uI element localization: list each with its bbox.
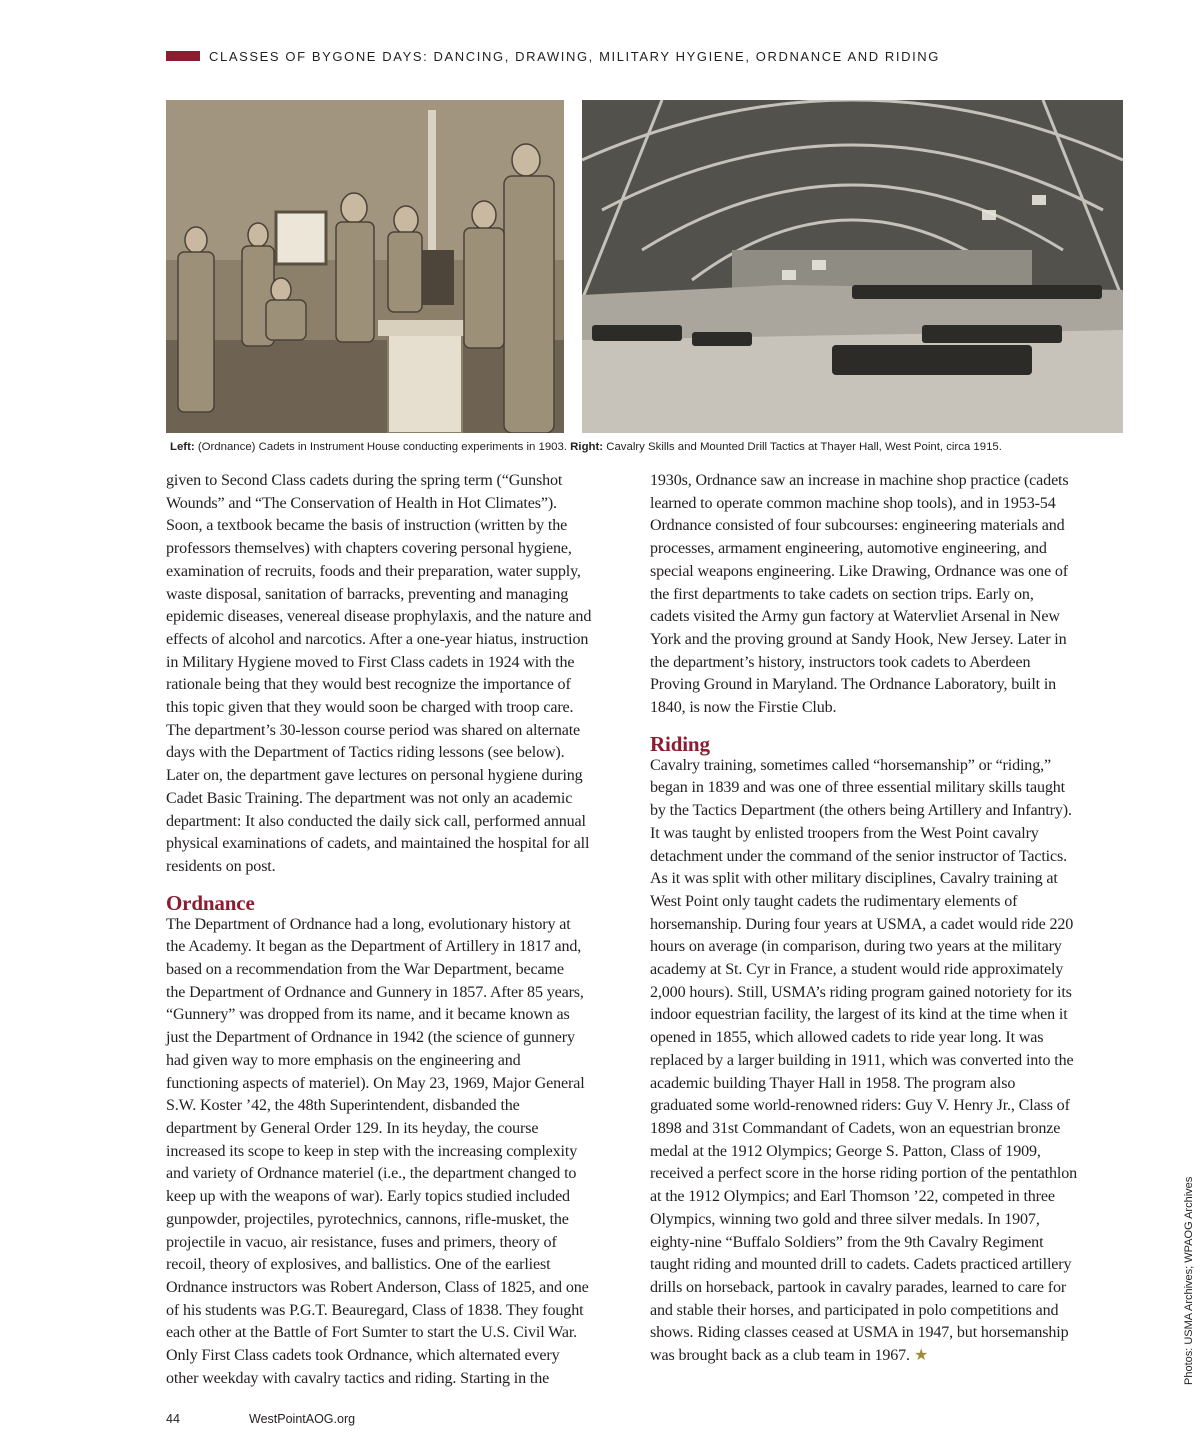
text-line: “Gunnery” was dropped from its name, and it became known as [166, 1006, 570, 1024]
text-line: academic building Thayer Hall in 1958. The program also [650, 1074, 1016, 1092]
text-line: 2,000 hours). Still, USMA’s riding program gained notoriety for its [650, 983, 1072, 1001]
text-line: waste disposal, sanitation of barracks, preventing and managing [166, 585, 569, 603]
text-line: received a perfect score in the horse riding portion of the pentathlon [650, 1165, 1077, 1183]
photo-riding-hall-illustration [582, 100, 1123, 433]
text-line: As it was split with other military disciplines, Cavalry training at [650, 870, 1058, 888]
ordnance-continued-paragraph [650, 470, 1122, 720]
text-line: Ordnance instructors was Robert Anderson, Class of 1825, and one [166, 1278, 589, 1296]
riding-paragraph [650, 755, 1122, 1368]
text-line: West Point only taught cadets the rudimentary elements of [650, 892, 1018, 910]
text-line: graduated some world-renowned riders: Guy V. Henry Jr., Class of [650, 1097, 1070, 1115]
text-line: rationale being that they would best recognize the importance of [166, 676, 571, 694]
header-title: CLASSES OF BYGONE DAYS: DANCING, DRAWING, MILITARY HYGIENE, ORDNANCE AND RIDING [209, 48, 941, 64]
photo-riding-hall [582, 100, 1123, 433]
text-line: indoor equestrian facility, the largest of its kind at the time when it [650, 1006, 1068, 1024]
text-line-final-text: was brought back as a club team in 1967. [650, 1347, 910, 1365]
header-accent-bar [166, 51, 200, 61]
text-line: horsemanship. During four years at USMA, a cadet would ride 220 [650, 915, 1074, 933]
text-line: effects of alcohol and narcotics. After a one-year hiatus, instruction [166, 630, 589, 648]
text-line: physical examinations of cadets, and maintained the hospital for all [166, 835, 590, 853]
left-column [166, 470, 636, 1390]
text-line: residents on post. [166, 857, 276, 875]
text-line: drills on horseback, partook in cavalry parades, learned to care for [650, 1278, 1067, 1296]
text-line: began in 1839 and was one of three essential military skills taught [650, 779, 1065, 797]
caption-left-text: (Ordnance) Cadets in Instrument House conducting experiments in 1903. [197, 441, 567, 453]
photo-caption [170, 441, 1170, 453]
text-line: based on a recommendation from the War Department, became [166, 961, 564, 979]
hygiene-paragraph [166, 470, 636, 879]
text-line: Olympics, winning two gold and three silver medals. In 1907, [650, 1210, 1040, 1228]
text-line: and variety of Ordnance materiel (i.e., the department changed to [166, 1165, 577, 1183]
text-line: cadets visited the Army gun factory at Watervliet Arsenal in New [650, 608, 1060, 626]
text-line: epidemic diseases, venereal disease prophylaxis, and the nature and [166, 608, 592, 626]
text-line: The department’s 30-lesson course period was shared on alternate [166, 721, 581, 739]
text-line: the Department of Ordnance and Gunnery in 1857. After 85 years, [166, 983, 584, 1001]
text-line: processes, armament engineering, automotive engineering, and [650, 540, 1047, 558]
text-line: this topic given that they would soon be charged with troop care. [166, 699, 574, 717]
text-line: had given way to more emphasis on the engineering and [166, 1051, 521, 1069]
text-line: It was taught by enlisted troopers from the West Point cavalry [650, 824, 1039, 842]
text-line: detachment under the command of the senior instructor of Tactics. [650, 847, 1067, 865]
text-line: other weekday with cavalry tactics and riding. Starting in the [166, 1369, 550, 1387]
ordnance-heading: Ordnance [166, 890, 255, 915]
text-line: Soon, a textbook became the basis of instruction (written by the [166, 517, 568, 535]
text-line: hours on average (in comparison, during two years at the military [650, 938, 1062, 956]
text-line: department by General Order 129. In its heyday, the course [166, 1119, 539, 1137]
text-line: York and the proving ground at Sandy Hook, New Jersey. Later in [650, 630, 1067, 648]
running-header [166, 47, 940, 65]
text-line: given to Second Class cadets during the spring term (“Gunshot [166, 472, 563, 489]
caption-right-text: Cavalry Skills and Mounted Drill Tactics at Thayer Hall, West Point, circa 1915. [606, 441, 1002, 453]
text-line: 1840, is now the Firstie Club. [650, 699, 837, 717]
text-line: keep up with the weapons of war). Early topics studied included [166, 1188, 570, 1206]
page-number: 44 [166, 1412, 180, 1426]
text-line: of his students was P.G.T. Beauregard, Class of 1838. They fought [166, 1301, 584, 1319]
right-column [650, 470, 1122, 1368]
text-line: S.W. Koster ’42, the 48th Superintendent, disbanded the [166, 1097, 520, 1115]
text-line: just the Department of Ordnance in 1942 (the science of gunnery [166, 1029, 575, 1047]
riding-heading: Riding [650, 731, 710, 756]
text-line: academy at St. Cyr in France, a student would ride approximately [650, 961, 1064, 979]
text-line: medal at the 1912 Olympics; George S. Patton, Class of 1909, [650, 1142, 1041, 1160]
photo-instrument-house [166, 100, 564, 433]
text-line: functioning aspects of materiel). On May 23, 1969, Major General [166, 1074, 585, 1092]
text-line: each other at the Battle of Fort Sumter to start the U.S. Civil War. [166, 1324, 578, 1342]
text-line: the department’s history, instructors took cadets to Aberdeen [650, 653, 1031, 671]
text-line: shows. Riding classes ceased at USMA in 1947, but horsemanship [650, 1324, 1069, 1342]
text-line: Only First Class cadets took Ordnance, which alternated every [166, 1347, 560, 1365]
text-line: recoil, theory of explosives, and ballistics. One of the earliest [166, 1256, 551, 1274]
caption-right-label: Right: [570, 441, 604, 453]
ordnance-paragraph [166, 914, 636, 1391]
photo-credit: Photos: USMA Archives; WPAOG Archives [1183, 1176, 1195, 1385]
footer-site: WestPointAOG.org [249, 1412, 356, 1426]
star-icon: ★ [913, 1347, 929, 1365]
text-line: Wounds” and “The Conservation of Health in Hot Climates”). [166, 494, 557, 512]
text-line: Cavalry training, sometimes called “horsemanship” or “riding,” [650, 756, 1051, 774]
text-line: gunpowder, projectiles, pyrotechnics, cannons, rifle-musket, the [166, 1210, 569, 1228]
text-line: at the 1912 Olympics; and Earl Thomson ’22, competed in three [650, 1188, 1055, 1206]
text-line: in Military Hygiene moved to First Class cadets in 1924 with the [166, 653, 575, 671]
text-line: increased its scope to keep in step with the increasing complexity [166, 1142, 578, 1160]
photo-instrument-house-illustration [166, 100, 564, 433]
text-line: replaced by a larger building in 1911, which was converted into the [650, 1051, 1074, 1069]
text-line: projectile in vacuo, air resistance, fuses and primers, theory of [166, 1233, 557, 1251]
text-line: examination of recruits, foods and their preparation, water supply, [166, 562, 581, 580]
text-line: and stable their horses, and participated in polo competitions and [650, 1301, 1059, 1319]
text-line: opened in 1855, which allowed cadets to ride year long. It was [650, 1029, 1044, 1047]
text-line: eighty-nine “Buffalo Soldiers” from the 9th Cavalry Regiment [650, 1233, 1044, 1251]
text-line: the Academy. It began as the Department of Artillery in 1817 and, [166, 938, 582, 956]
text-line: the first departments to take cadets on section trips. Early on, [650, 585, 1034, 603]
text-line: 1898 and 31st Commandant of Cadets, won an equestrian bronze [650, 1119, 1061, 1137]
text-line: taught riding and mounted drill to cadets. Cadets practiced artillery [650, 1256, 1072, 1274]
text-line: special weapons engineering. Like Drawing, Ordnance was one of [650, 562, 1068, 580]
text-line: Ordnance consisted of four subcourses: engineering materials and [650, 517, 1065, 535]
text-line: The Department of Ordnance had a long, evolutionary history at [166, 915, 571, 933]
text-line: Cadet Basic Training. The department was not only an academic [166, 789, 573, 807]
text-line: Later on, the department gave lectures on personal hygiene during [166, 767, 583, 785]
text-line: 1930s, Ordnance saw an increase in machine shop practice (cadets [650, 472, 1069, 489]
text-line: by the Tactics Department (the others being Artillery and Infantry). [650, 802, 1072, 820]
text-line: Proving Ground in Maryland. The Ordnance Laboratory, built in [650, 676, 1057, 694]
text-line: department: It also conducted the daily sick call, performed annual [166, 812, 586, 830]
text-line: days with the Department of Tactics riding lessons (see below). [166, 744, 565, 762]
text-line-final [650, 1345, 1122, 1368]
caption-left-label: Left: [170, 441, 195, 453]
text-line: professors themselves) with chapters covering personal hygiene, [166, 540, 572, 558]
text-line: learned to operate common machine shop tools), and in 1953-54 [650, 494, 1056, 512]
